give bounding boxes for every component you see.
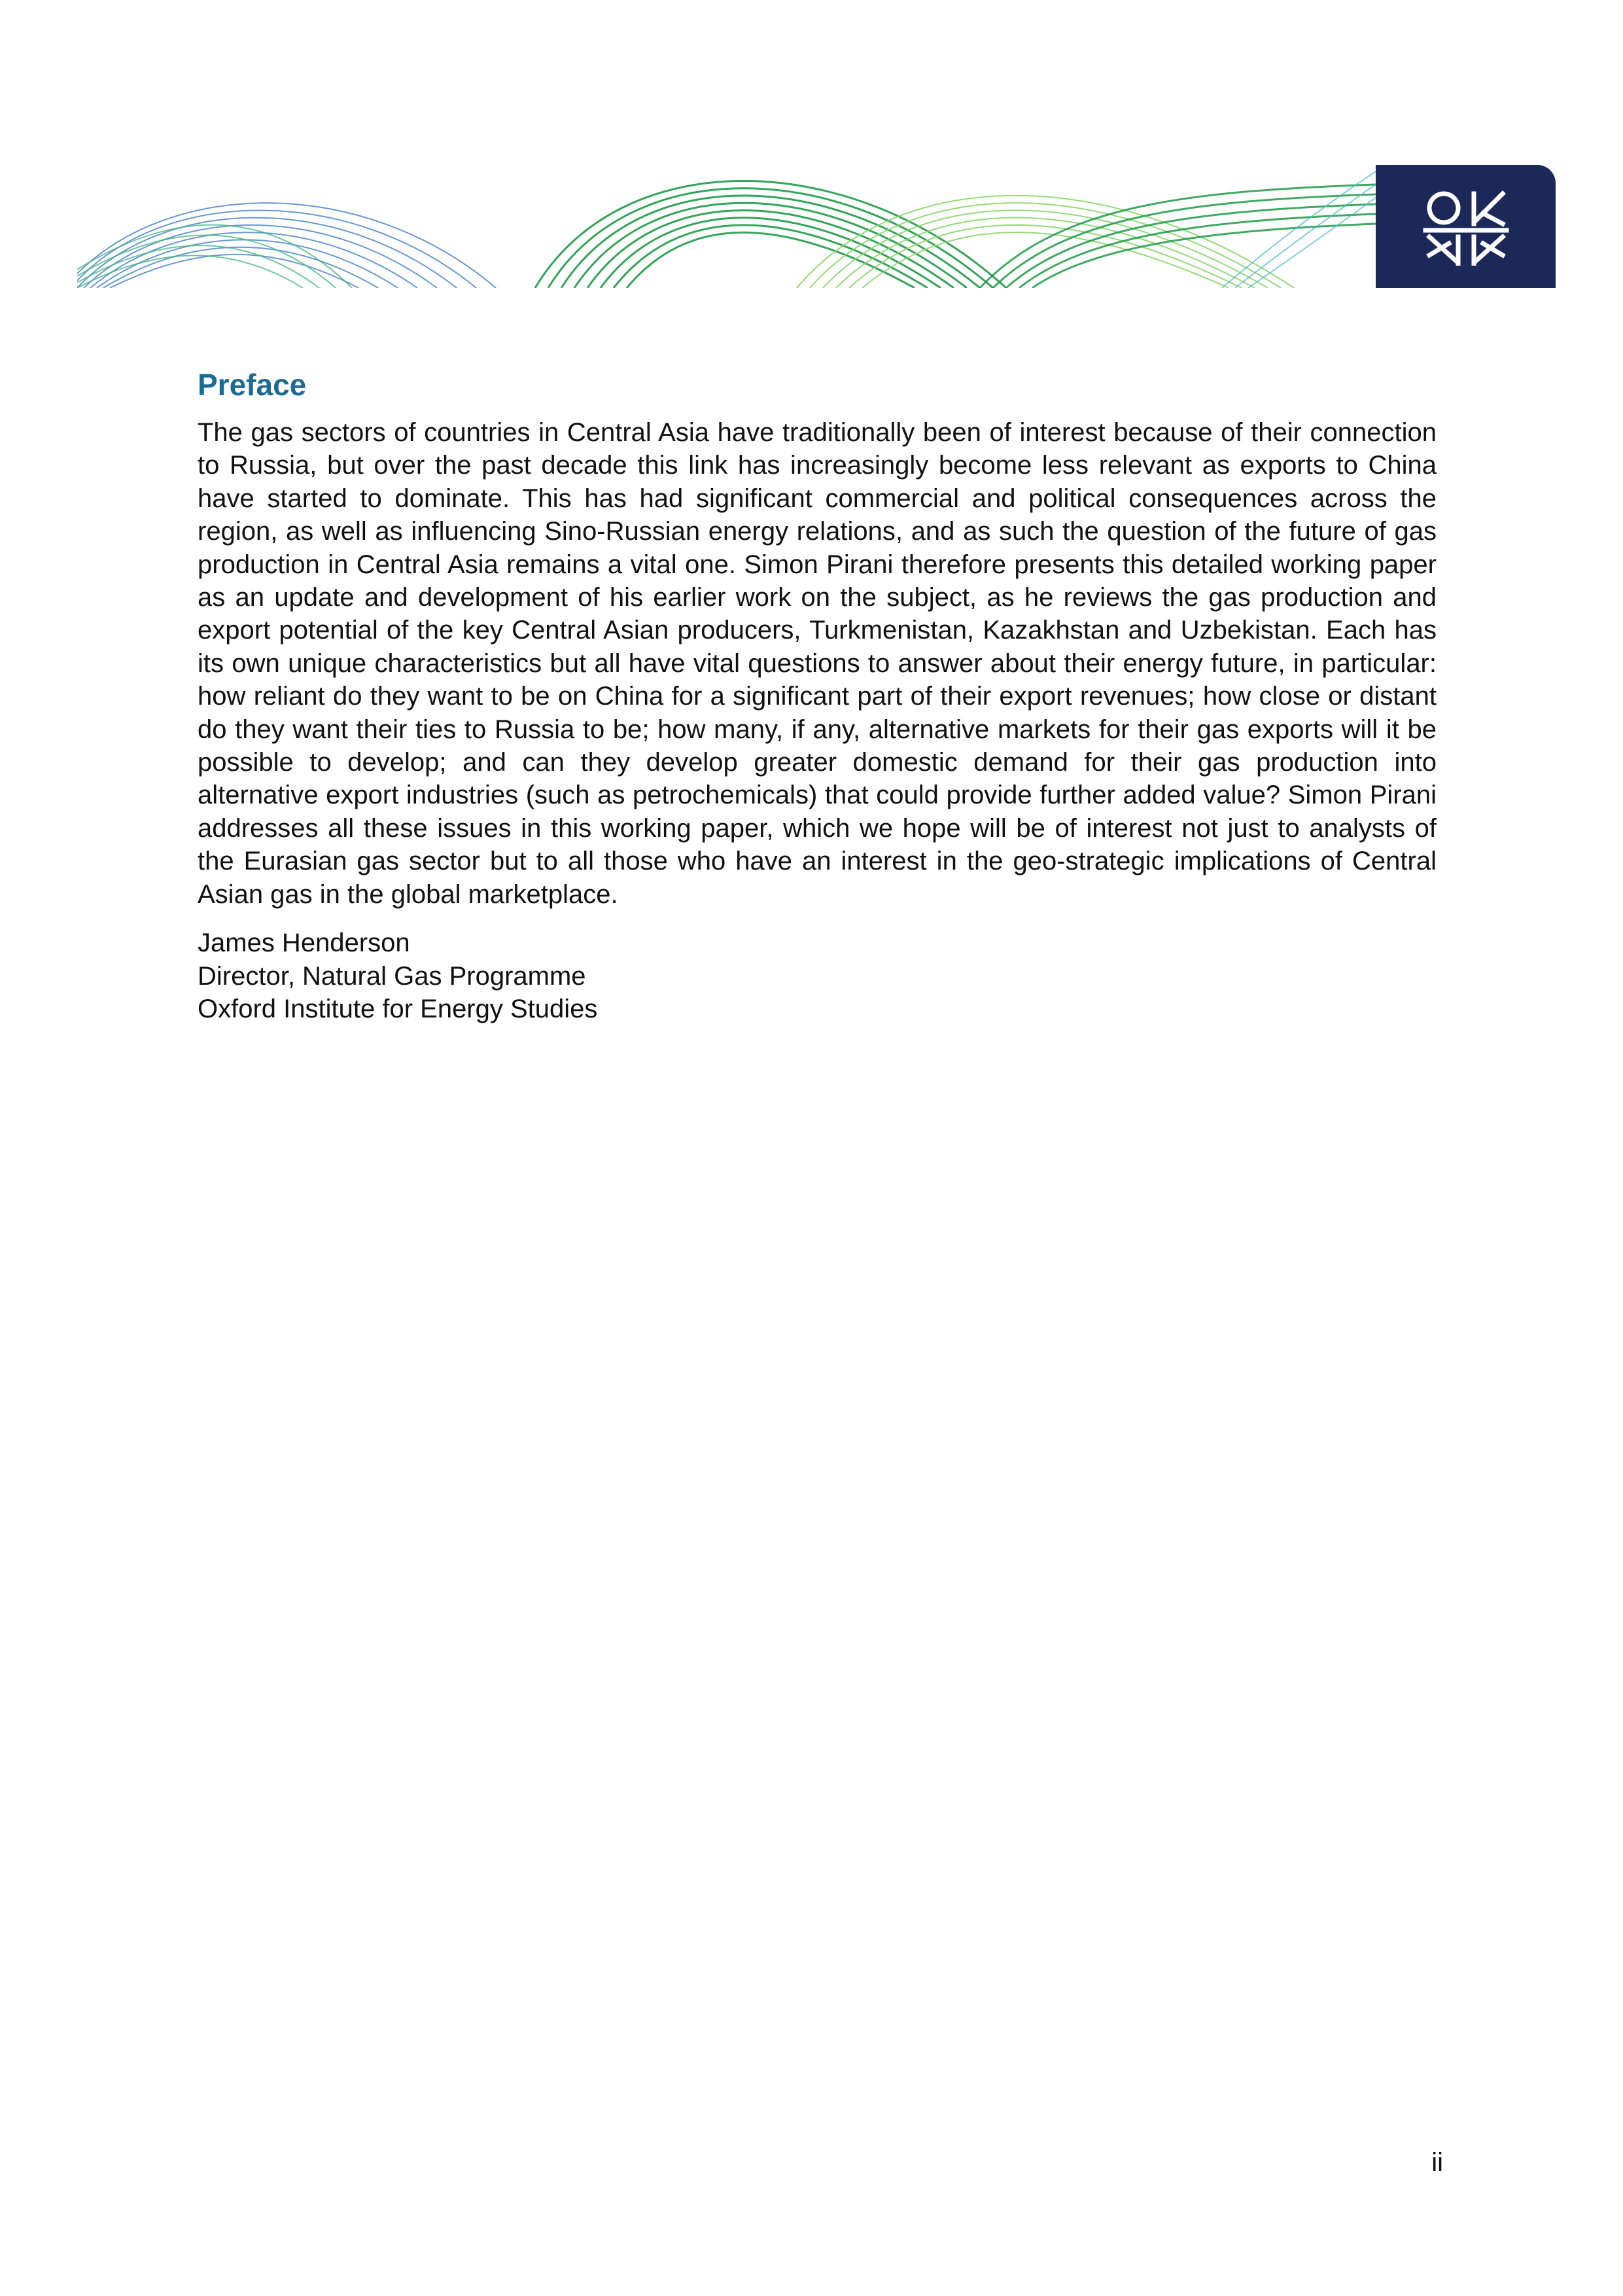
- page-number: ii: [1431, 2148, 1443, 2177]
- oies-logo-icon: [1423, 187, 1509, 266]
- signature-organization: Oxford Institute for Energy Studies: [198, 994, 598, 1023]
- signature-role: Director, Natural Gas Programme: [198, 961, 586, 991]
- oies-logo: [1376, 165, 1556, 288]
- preface-paragraph: The gas sectors of countries in Central Asia have traditionally been of interest because of their connection to Russia, but over the past decade this link has increasingly become less relevant as exports to China have started to dominate. This has had significant commercial and political consequences across the region, as well as influencing Sino-Russian energy relations, and as such the question of the future of gas production in Central Asia remains a vital one. Simon Pirani therefore presents this detailed working paper as an update and development of his earlier work on the subject, as he reviews the gas production and export potential of the key Central Asian producers, Turkmenistan, Kazakhstan and Uzbekistan. Each has its own unique characteristics but all have vital questions to answer about their energy future, in particular: how reliant do they want to be on China for a significant part of their export revenues; how close or distant do they want their ties to Russia to be; how many, if any, alternative markets for their gas exports will it be possible to develop; and can they develop greater domestic demand for their gas production into alternative export industries (such as petrochemicals) that could provide further added value? Simon Pirani addresses all these issues in this working paper, which we hope will be of interest not just to analysts of the Eurasian gas sector but to all those who have an interest in the geo-strategic implications of Central Asian gas in the global marketplace.: [198, 418, 1437, 909]
- preface-section: [198, 366, 1437, 1025]
- page-title: Preface: [198, 368, 307, 402]
- signature-block: [198, 927, 1437, 1025]
- decorative-wave-graphic: [77, 165, 1376, 288]
- signature-name: James Henderson: [198, 928, 410, 958]
- header-banner: [77, 165, 1556, 288]
